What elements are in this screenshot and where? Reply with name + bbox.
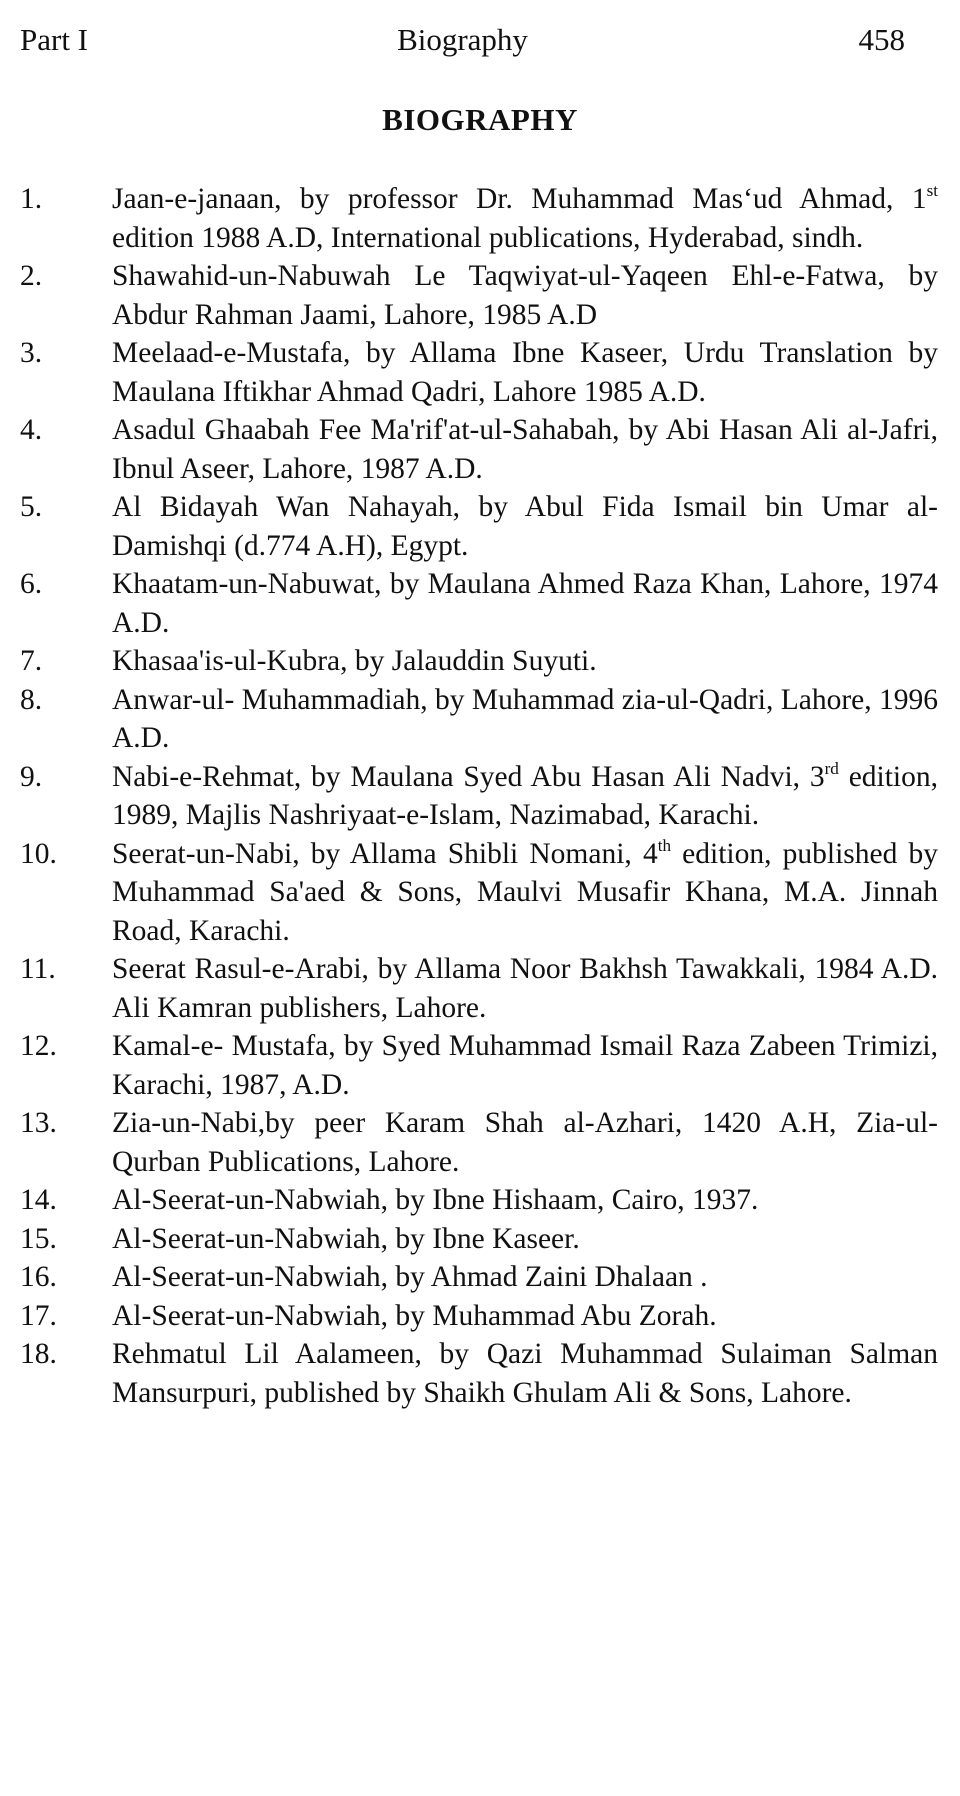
reference-item [20, 257, 938, 334]
reference-item [20, 1258, 938, 1297]
reference-number: 6. [20, 568, 43, 600]
reference-text: Nabi-e-Rehmat, by Maulana Syed Abu Hasan Ali Nadvi, 3rd edition, 1989, Majlis Nashriyaat-e-Islam, Nazimabad, Karachi. [112, 758, 938, 831]
reference-item [20, 835, 938, 951]
reference-item [20, 642, 938, 681]
reference-text: Zia-un-Nabi,by peer Karam Shah al-Azhari, 1420 A.H, Zia-ul-Qurban Publications, Lahore. [112, 1107, 938, 1178]
reference-number: 2. [20, 260, 43, 292]
reference-text: Al-Seerat-un-Nabwiah, by Ahmad Zaini Dhalaan . [112, 1261, 708, 1293]
reference-text: Shawahid-un-Nabuwah Le Taqwiyat-ul-Yaqeen Ehl-e-Fatwa, by Abdur Rahman Jaami, Lahore, 1985 A.D [112, 260, 938, 331]
reference-text: Seerat Rasul-e-Arabi, by Allama Noor Bakhsh Tawakkali, 1984 A.D. Ali Kamran publishers, Lahore. [112, 953, 938, 1024]
reference-text: Al Bidayah Wan Nahayah, by Abul Fida Ismail bin Umar al-Damishqi (d.774 A.H), Egypt. [112, 491, 938, 562]
chapter-title: Biography [397, 22, 528, 57]
reference-text: Al-Seerat-un-Nabwiah, by Ibne Kaseer. [112, 1222, 580, 1255]
reference-number: 16. [20, 1261, 57, 1293]
reference-number: 13. [20, 1107, 57, 1139]
reference-text: Meelaad-e-Mustafa, by Allama Ibne Kaseer, Urdu Translation by Maulana Iftikhar Ahmad Qadri, Lahore 1985 A.D. [112, 337, 938, 408]
reference-number: 7. [20, 645, 43, 677]
reference-text: Khasaa'is-ul-Kubra, by Jalauddin Suyuti. [112, 645, 597, 677]
reference-number: 9. [20, 760, 43, 793]
reference-item [20, 180, 938, 257]
reference-item [20, 334, 938, 411]
reference-number: 17. [20, 1299, 57, 1332]
reference-item [20, 1181, 938, 1220]
reference-list [20, 180, 938, 1412]
reference-item [20, 411, 938, 488]
reference-item [20, 488, 938, 565]
reference-item [20, 1104, 938, 1181]
reference-item [20, 1297, 938, 1336]
reference-item [20, 950, 938, 1027]
part-label: Part I [20, 22, 89, 57]
reference-item [20, 681, 938, 758]
reference-number: 10. [20, 837, 57, 870]
reference-text: Al-Seerat-un-Nabwiah, by Muhammad Abu Zorah. [112, 1299, 717, 1332]
reference-text: Khaatam-un-Nabuwat, by Maulana Ahmed Raza Khan, Lahore, 1974 A.D. [112, 568, 938, 639]
reference-item [20, 1220, 938, 1259]
section-title: BIOGRAPHY [382, 102, 578, 137]
reference-number: 14. [20, 1184, 57, 1216]
reference-number: 1. [20, 183, 43, 215]
reference-number: 15. [20, 1222, 57, 1255]
reference-number: 3. [20, 337, 43, 369]
reference-item [20, 1335, 938, 1412]
reference-number: 11. [20, 953, 56, 985]
reference-number: 8. [20, 683, 43, 716]
running-header [20, 20, 905, 60]
reference-number: 18. [20, 1338, 57, 1370]
reference-text: Seerat-un-Nabi, by Allama Shibli Nomani, 4th edition, published by Muhammad Sa'aed & Sons, Maulvi Musafir Khana, M.A. Jinnah Road, Karachi. [112, 835, 938, 947]
reference-number: 5. [20, 491, 43, 523]
reference-item [20, 1027, 938, 1104]
reference-text: Asadul Ghaabah Fee Ma'rif'at-ul-Sahabah, by Abi Hasan Ali al-Jafri, Ibnul Aseer, Lahore, 1987 A.D. [112, 414, 938, 485]
reference-text: Jaan-e-janaan, by professor Dr. Muhammad Mas‘ud Ahmad, 1st edition 1988 A.D, International publications, Hyderabad, sindh. [112, 181, 938, 254]
reference-text: Kamal-e- Mustafa, by Syed Muhammad Ismail Raza Zabeen Trimizi, Karachi, 1987, A.D. [112, 1030, 938, 1101]
reference-number: 4. [20, 414, 43, 446]
page-number: 458 [858, 22, 905, 57]
reference-item [20, 758, 938, 835]
reference-text: Al-Seerat-un-Nabwiah, by Ibne Hishaam, Cairo, 1937. [112, 1184, 759, 1216]
reference-number: 12. [20, 1030, 57, 1062]
reference-text: Rehmatul Lil Aalameen, by Qazi Muhammad Sulaiman Salman Mansurpuri, published by Shaikh Ghulam Ali & Sons, Lahore. [112, 1338, 938, 1409]
reference-item [20, 565, 938, 642]
reference-text: Anwar-ul- Muhammadiah, by Muhammad zia-ul-Qadri, Lahore, 1996 A.D. [112, 683, 938, 754]
